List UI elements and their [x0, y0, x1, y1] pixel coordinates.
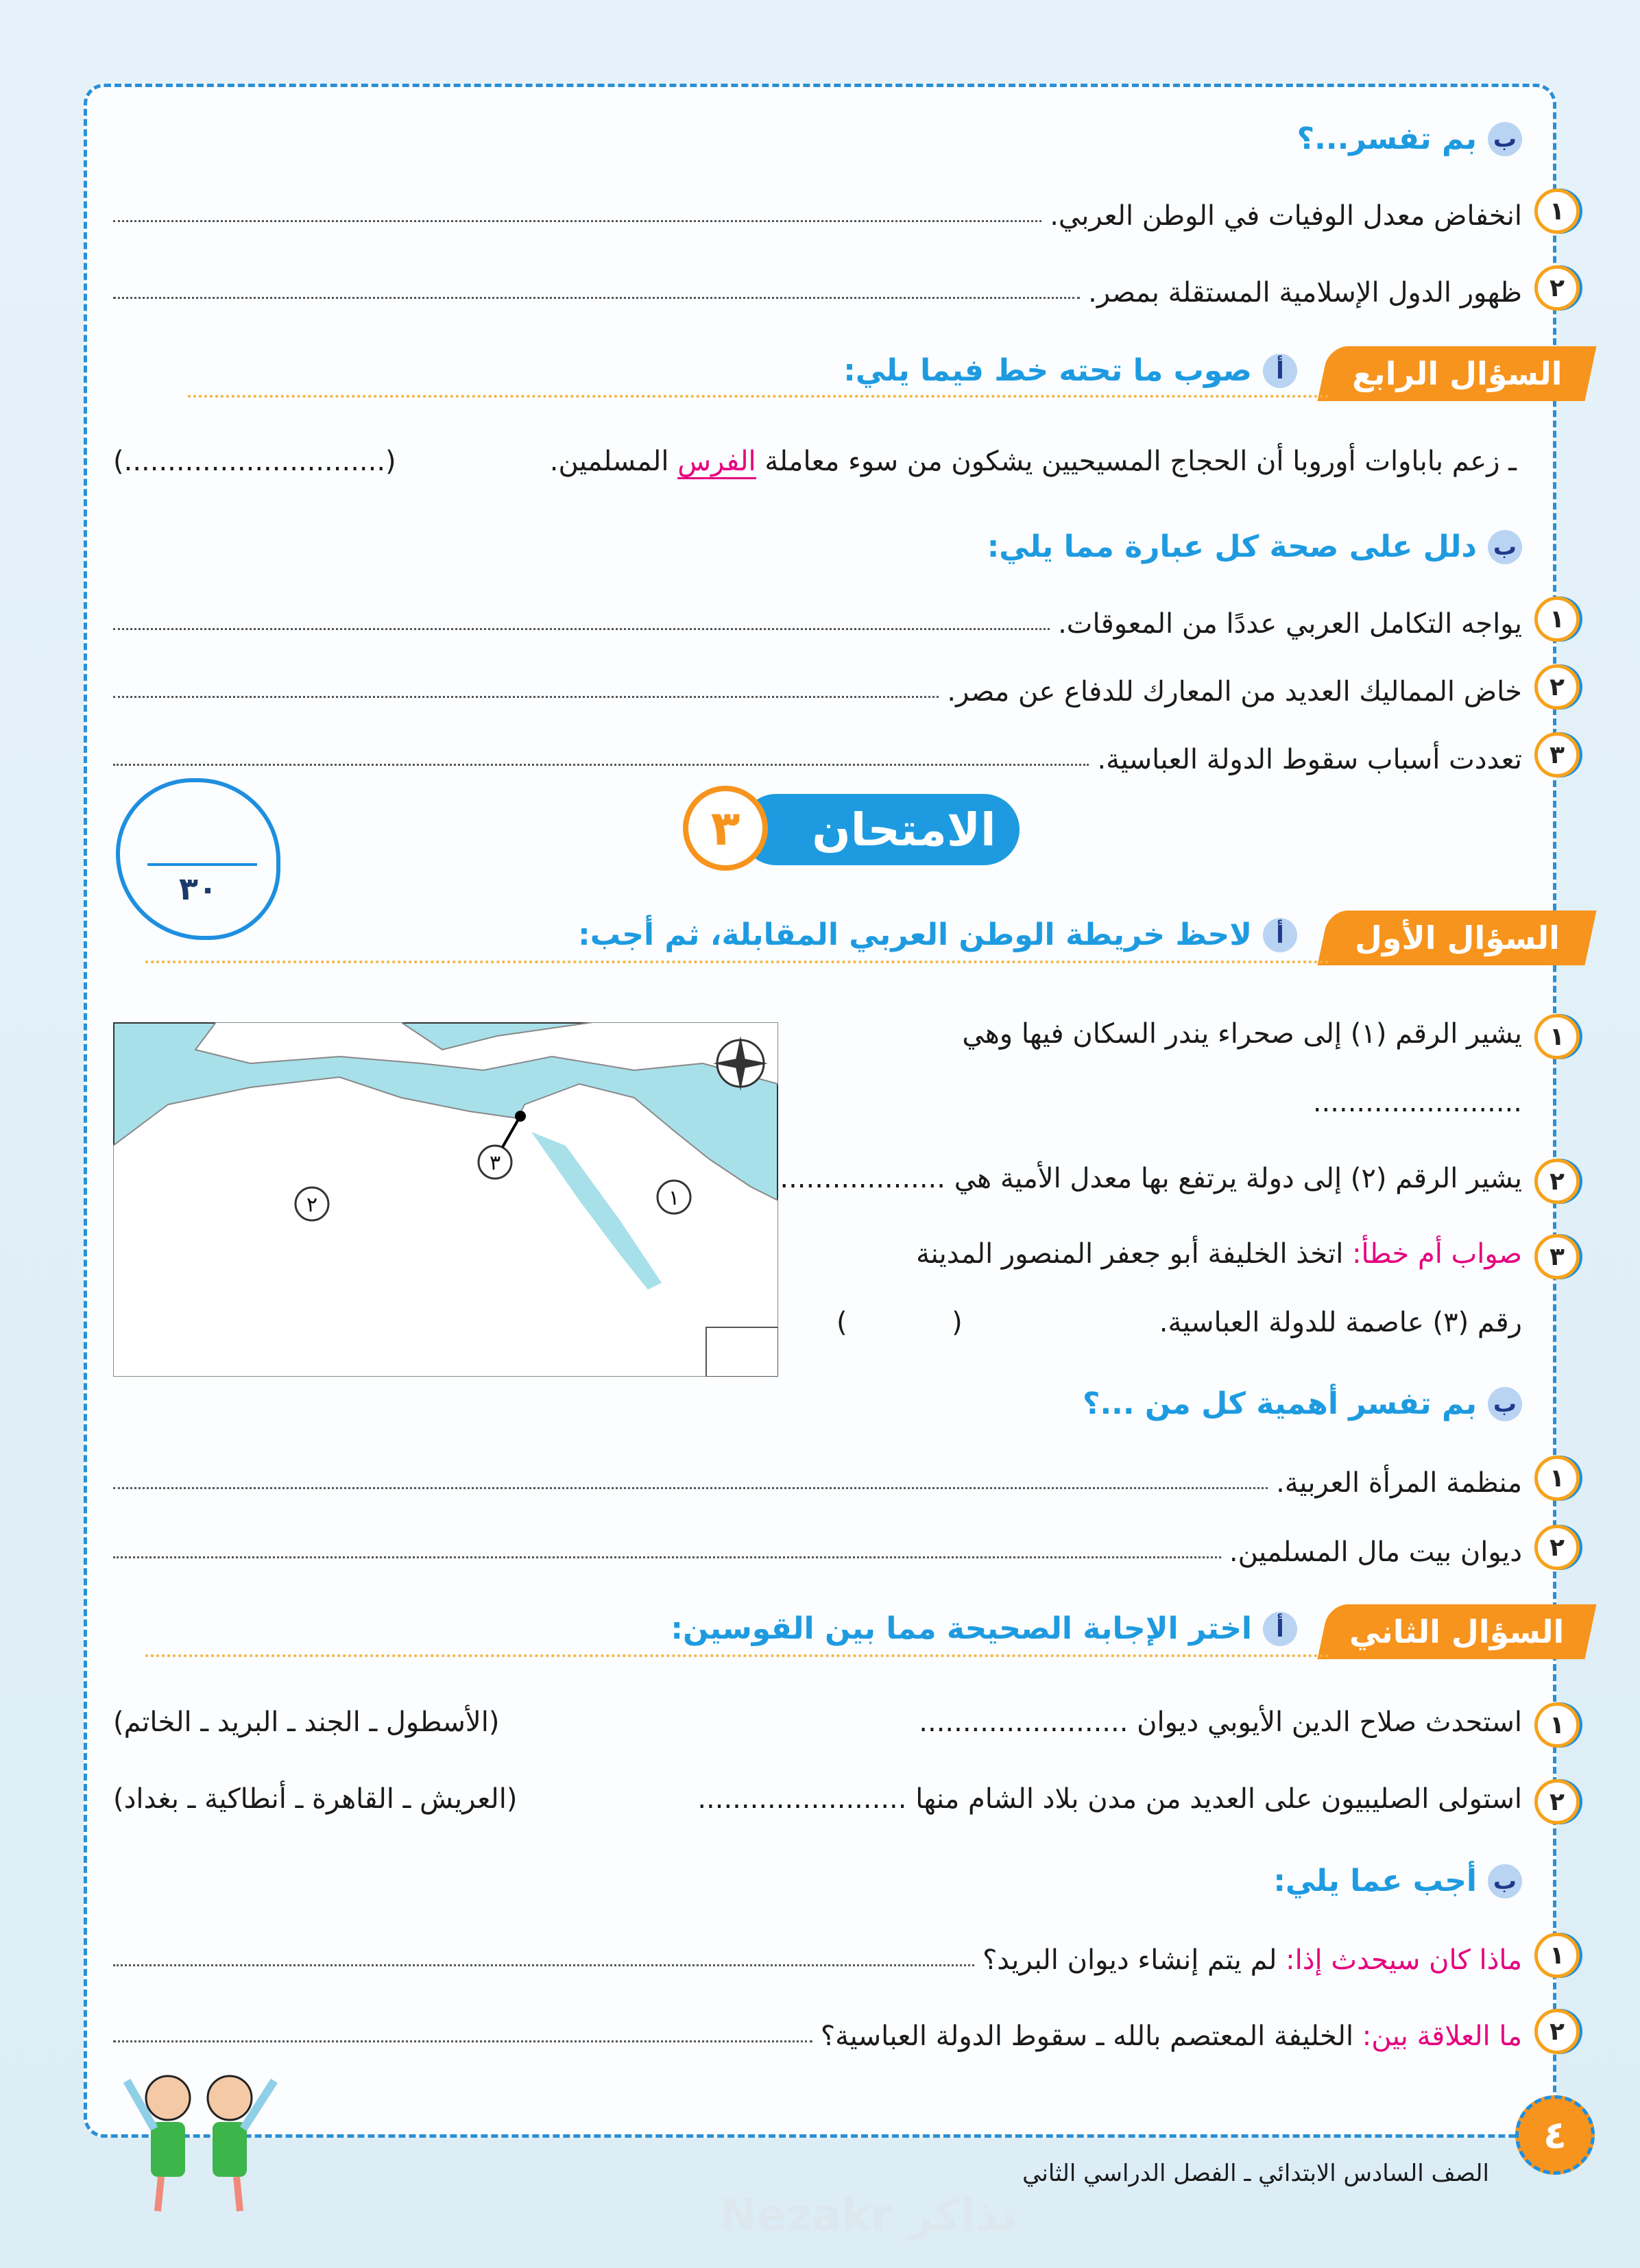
answer-blank[interactable]: ........................: [919, 1706, 1129, 1738]
subheading-title: صوب ما تحته خط فيما يلي:: [843, 353, 1252, 388]
subheading-title: دلل على صحة كل عبارة مما يلي:: [987, 529, 1477, 564]
answer-row: [113, 1458, 1522, 1499]
score-total: ٣٠: [178, 870, 218, 907]
question-tab: [1317, 1604, 1596, 1659]
question-text: يواجه التكامل العربي عددًا من المعوقات.: [1058, 608, 1522, 640]
exam-title: الامتحان: [812, 803, 996, 856]
subheading-a: [843, 353, 1297, 388]
answer-row: [113, 1527, 1522, 1568]
tab-label: السؤال الأول: [1354, 919, 1560, 956]
question-text: رقم (٣) عاصمة للدولة العباسية.: [1159, 1307, 1522, 1338]
answer-row: [113, 599, 1522, 640]
map-label: ٢: [306, 1193, 318, 1217]
question-text: يشير الرقم (١) إلى صحراء يندر السكان فيها وهي: [962, 1018, 1522, 1050]
statement-pre: ـ زعم باباوات أوروبا أن الحجاج المسيحيين يشكون من سوء معاملة: [764, 446, 1517, 477]
answer-row: [113, 2011, 1522, 2052]
question-text: استحدث صلاح الدين الأيوبي ديوان: [1137, 1706, 1522, 1738]
question-row: [780, 1163, 1522, 1194]
map-point: [515, 1111, 526, 1122]
answer-line[interactable]: [113, 1556, 1221, 1558]
item-number: ١: [1534, 189, 1580, 234]
question-text: خاض المماليك العديد من المعارك للدفاع عن مصر.: [947, 676, 1522, 708]
answer-row: [113, 734, 1522, 775]
children-illustration: [120, 2067, 305, 2221]
subheading-b: [1273, 1863, 1522, 1898]
divider: [145, 961, 1329, 963]
item-number: ١: [1534, 1456, 1580, 1501]
subheading-title: لاحظ خريطة الوطن العربي المقابلة، ثم أجب:: [578, 917, 1252, 952]
question-text: يشير الرقم (٢) إلى دولة يرتفع بها معدل الأمية هي: [954, 1163, 1522, 1194]
question-text: اتخذ الخليفة أبو جعفر المنصور المدينة: [916, 1238, 1344, 1270]
answer-parens[interactable]: ( ): [836, 1307, 963, 1338]
item-number: ١: [1534, 1014, 1580, 1059]
answer-blank[interactable]: (..............................): [113, 446, 396, 477]
subheading-a: [671, 1611, 1297, 1646]
label-badge: ب: [1488, 122, 1522, 156]
tab-label: السؤال الرابع: [1351, 355, 1563, 392]
item-number: ١: [1534, 596, 1580, 642]
answer-line[interactable]: [113, 220, 1041, 222]
answer-line[interactable]: [113, 1487, 1268, 1489]
answer-line[interactable]: [113, 628, 1050, 630]
subheading-b: [1083, 1386, 1522, 1421]
item-number: ١: [1534, 1933, 1580, 1978]
question-text: ظهور الدول الإسلامية المستقلة بمصر.: [1088, 277, 1522, 309]
watermark: Nezakr تذاكر: [720, 2191, 1017, 2241]
label-badge: ب: [1488, 1864, 1522, 1898]
answer-line[interactable]: [113, 297, 1080, 299]
answer-row: [113, 191, 1522, 232]
answer-line[interactable]: [113, 1964, 974, 1966]
item-number: ٢: [1534, 1159, 1580, 1204]
answer-blank[interactable]: ........................: [1312, 1087, 1522, 1118]
divider: [145, 1654, 1329, 1657]
item-number: ٢: [1534, 265, 1580, 311]
item-number: ٢: [1534, 1525, 1580, 1570]
subheading-title: اختر الإجابة الصحيحة مما بين القوسين:: [671, 1611, 1252, 1646]
label-badge: ب: [1488, 530, 1522, 564]
item-number: ٢: [1534, 2009, 1580, 2054]
map-label: ٣: [489, 1151, 501, 1175]
arab-world-map: [113, 1022, 778, 1377]
answer-blank[interactable]: ........................: [697, 1783, 907, 1815]
subheading-title: بم تفسر أهمية كل من ...؟: [1082, 1386, 1477, 1421]
question-text: استولى الصليبيون على العديد من مدن بلاد الشام منها: [915, 1783, 1522, 1815]
question-prefix: ما العلاقة بين:: [1362, 2020, 1522, 2052]
answer-line[interactable]: [113, 2040, 812, 2042]
statement: [113, 446, 1517, 477]
divider: [188, 395, 1329, 398]
answer-row: [113, 267, 1522, 309]
subheading-b: [1297, 121, 1522, 156]
question-row: [113, 1783, 1522, 1815]
question-prefix: صواب أم خطأ:: [1352, 1238, 1522, 1270]
subheading-title: بم تفسر...؟: [1297, 121, 1477, 156]
label-badge: أ: [1263, 918, 1297, 952]
answer-line[interactable]: [113, 696, 939, 698]
question-text: تعددت أسباب سقوط الدولة العباسية.: [1097, 744, 1522, 775]
footer-text: الصف السادس الابتدائي ـ الفصل الدراسي الثاني: [1022, 2160, 1489, 2187]
item-number: ٢: [1534, 1779, 1580, 1824]
statement-post: المسلمين.: [549, 446, 669, 477]
question-text: انخفاض معدل الوفيات في الوطن العربي.: [1050, 200, 1522, 232]
answer-line[interactable]: [113, 764, 1089, 766]
exam-banner: [740, 794, 1020, 865]
tab-label: السؤال الثاني: [1349, 1613, 1565, 1650]
question-text: الخليفة المعتصم بالله ـ سقوط الدولة العباسية؟: [820, 2020, 1354, 2052]
item-number: ٢: [1534, 664, 1580, 710]
subheading-a: [578, 917, 1297, 952]
statement-text: [550, 446, 1517, 477]
question-row: [916, 1238, 1522, 1270]
label-badge: ب: [1488, 1387, 1522, 1421]
choices: (العريش ـ القاهرة ـ أنطاكية ـ بغداد): [113, 1783, 518, 1815]
answer-row: [113, 666, 1522, 708]
underlined-word: الفرس: [677, 446, 756, 479]
question-tab: [1317, 910, 1596, 965]
choices: (الأسطول ـ الجند ـ البريد ـ الخاتم): [113, 1706, 500, 1738]
question-row: [836, 1307, 1522, 1338]
item-number: ١: [1534, 1702, 1580, 1748]
page-number-badge: ٤: [1515, 2095, 1595, 2175]
item-number: ٣: [1534, 1234, 1580, 1279]
subheading-title: أجب عما يلي:: [1273, 1863, 1477, 1898]
question-text: منظمة المرأة العربية.: [1276, 1467, 1522, 1499]
question-tab: [1317, 346, 1596, 401]
score-line: [147, 863, 257, 866]
label-badge: أ: [1263, 354, 1297, 388]
map-label: ١: [668, 1186, 680, 1210]
subheading-b: [987, 529, 1522, 564]
question-text: ديوان بيت مال المسلمين.: [1229, 1536, 1522, 1568]
answer-blank[interactable]: ...................: [780, 1163, 945, 1194]
question-text: لم يتم إنشاء ديوان البريد؟: [982, 1944, 1277, 1976]
answer-row: [113, 1935, 1522, 1976]
question-prefix: ماذا كان سيحدث إذا:: [1286, 1944, 1522, 1976]
exam-number-badge: ٣: [683, 786, 768, 871]
question-row: [113, 1706, 1522, 1738]
label-badge: أ: [1263, 1612, 1297, 1646]
item-number: ٣: [1534, 732, 1580, 777]
map-inset: [706, 1327, 778, 1377]
